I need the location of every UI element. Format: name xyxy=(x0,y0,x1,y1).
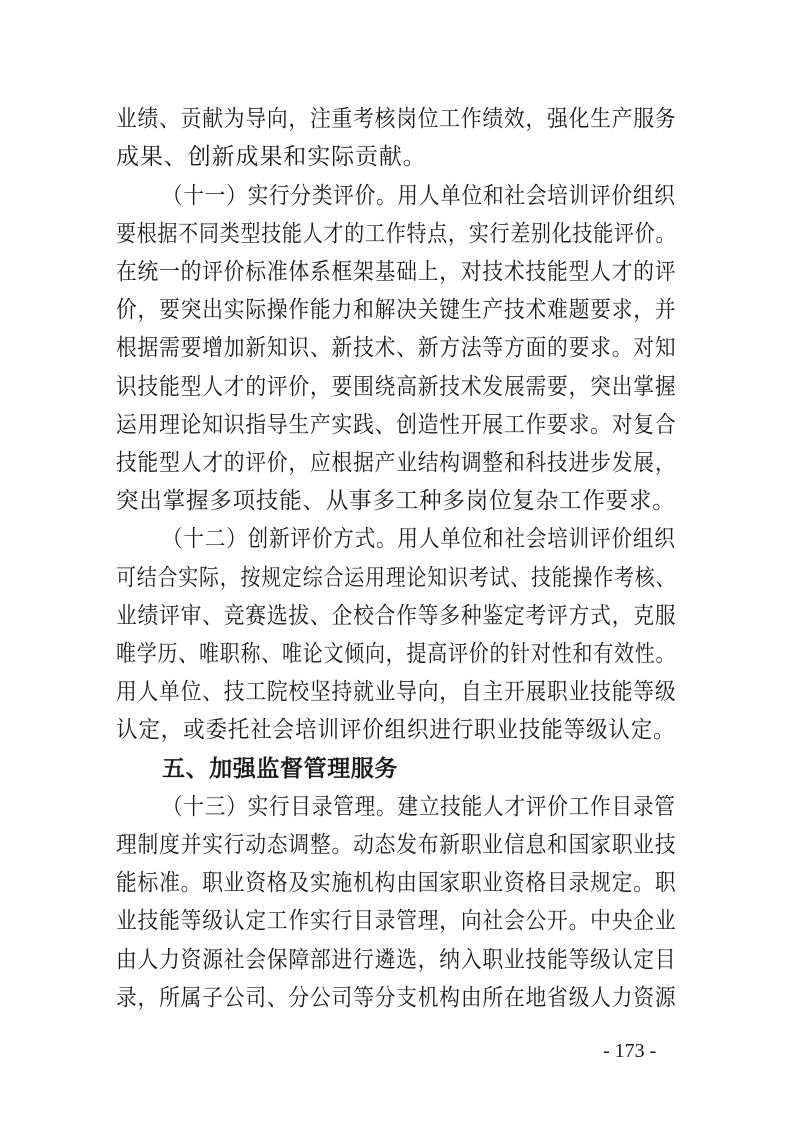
body-text-line: 根据需要增加新知识、新技术、新方法等方面的要求。对知 xyxy=(116,335,677,361)
body-text-line: 能标准。职业资格及实施机构由国家职业资格目录规定。职 xyxy=(116,870,677,896)
body-text-line: 理制度并实行动态调整。动态发布新职业信息和国家职业技 xyxy=(116,832,677,858)
body-text-line: 识技能型人才的评价，要围绕高新技术发展需要，突出掌握 xyxy=(116,374,677,400)
section-13-heading-line: （十三）实行目录管理。建立技能人才评价工作目录管 xyxy=(162,794,676,820)
body-text-line: 要根据不同类型技能人才的工作特点，实行差别化技能评价。 xyxy=(116,221,677,247)
section-12-heading-line: （十二）创新评价方式。用人单位和社会培训评价组织 xyxy=(162,526,676,552)
body-text-line: 用人单位、技工院校坚持就业导向，自主开展职业技能等级 xyxy=(116,679,677,705)
body-text-line: 由人力资源社会保障部进行遴选，纳入职业技能等级认定目 xyxy=(116,947,677,973)
body-text-line: 录，所属子公司、分公司等分支机构由所在地省级人力资源 xyxy=(116,985,677,1011)
body-text-line: 突出掌握多项技能、从事多工种多岗位复杂工作要求。 xyxy=(116,488,676,514)
body-text-line: 业绩、贡献为导向，注重考核岗位工作绩效，强化生产服务 xyxy=(116,106,677,132)
body-text-line: 价，要突出实际操作能力和解决关键生产技术难题要求，并 xyxy=(116,297,677,323)
body-text-line: 唯学历、唯职称、唯论文倾向，提高评价的针对性和有效性。 xyxy=(116,641,677,667)
body-text-line: 成果、创新成果和实际贡献。 xyxy=(116,144,427,170)
body-text-line: 在统一的评价标准体系框架基础上，对技术技能型人才的评 xyxy=(116,259,677,285)
page-number: - 173 - xyxy=(603,1040,657,1062)
body-text-line: 运用理论知识指导生产实践、创造性开展工作要求。对复合 xyxy=(116,412,677,438)
body-text-line: 业绩评审、竞赛选拔、企校合作等多种鉴定考评方式，克服 xyxy=(116,603,677,629)
body-text-line: 认定，或委托社会培训评价组织进行职业技能等级认定。 xyxy=(116,717,676,743)
body-text-line: 可结合实际，按规定综合运用理论知识考试、技能操作考核、 xyxy=(116,565,677,591)
body-text-line: 业技能等级认定工作实行目录管理，向社会公开。中央企业 xyxy=(116,908,677,934)
chapter-heading: 五、加强监督管理服务 xyxy=(162,756,398,782)
section-11-heading-line: （十一）实行分类评价。用人单位和社会培训评价组织 xyxy=(162,183,676,209)
body-text-line: 技能型人才的评价，应根据产业结构调整和科技进步发展， xyxy=(116,450,677,476)
